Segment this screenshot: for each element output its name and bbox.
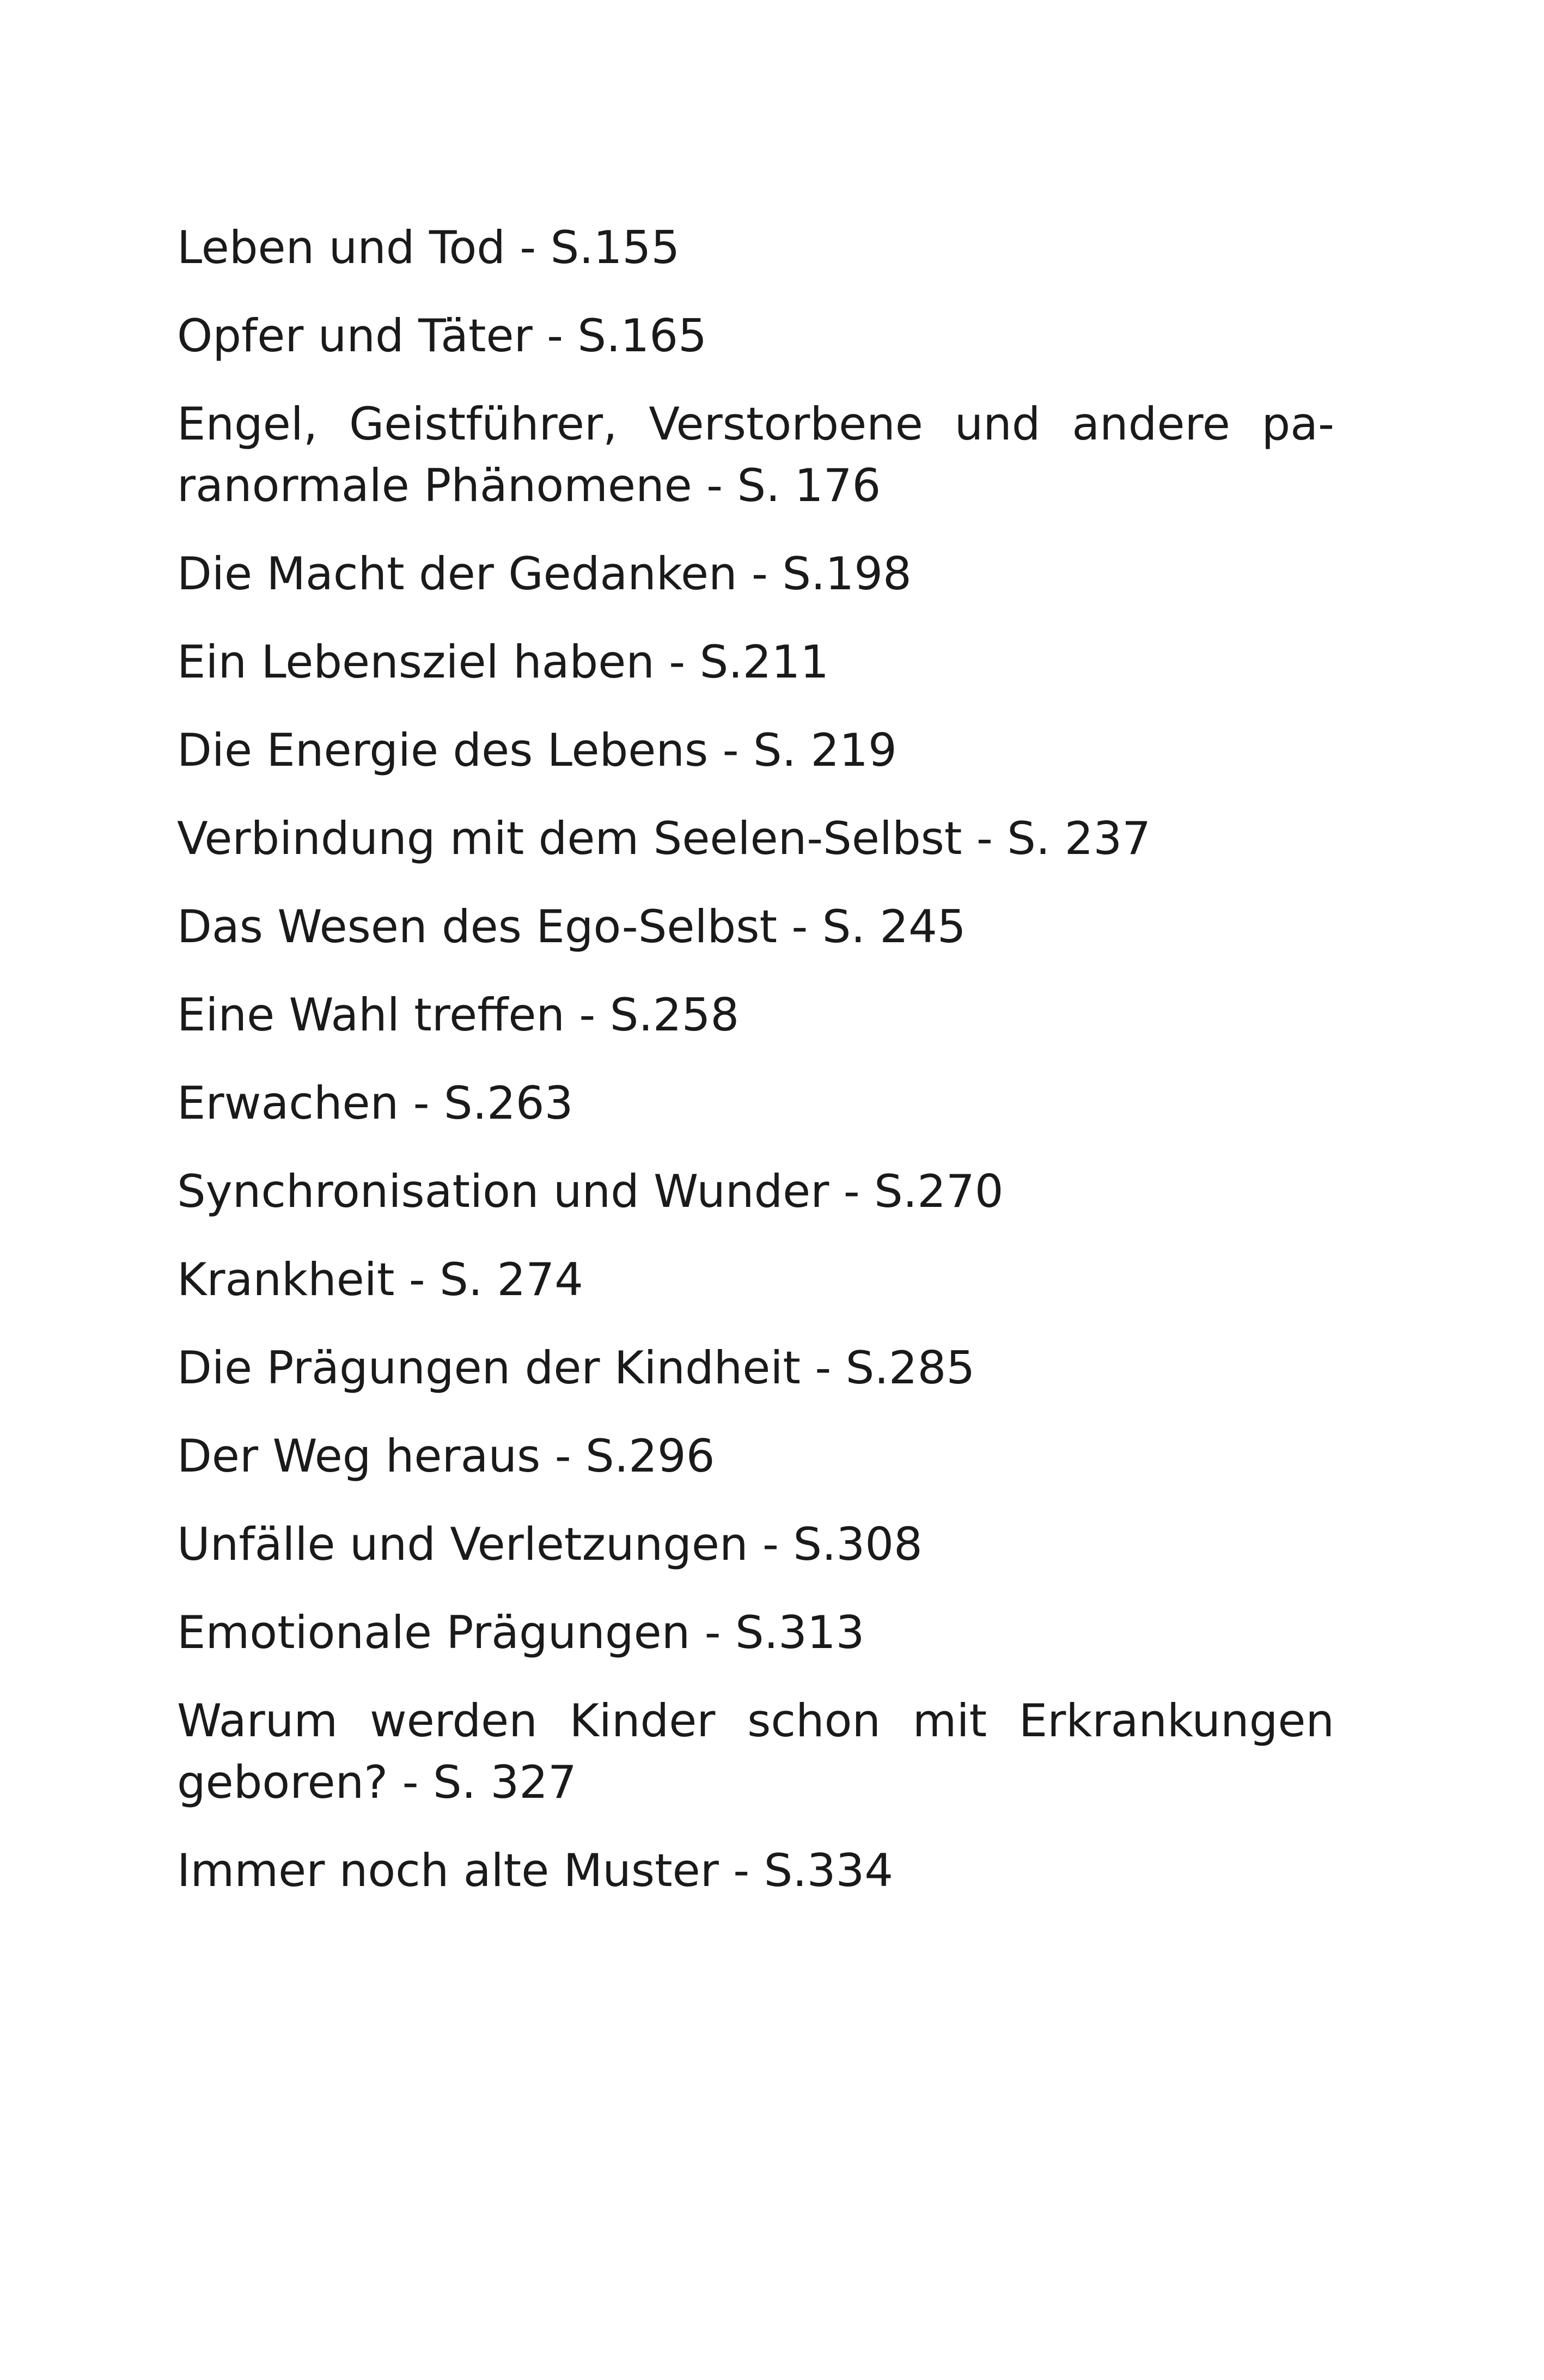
toc-entry: Der Weg heraus - S.296 (177, 1430, 715, 1482)
toc-entry: Opfer und Täter - S.165 (177, 309, 707, 362)
toc-entry: Verbindung mit dem Seelen-Selbst - S. 237 (177, 812, 1151, 865)
toc-entry: Emotionale Prägungen - S.313 (177, 1606, 865, 1659)
toc-entry: Warum werden Kinder schon mit Erkrankungen geboren? - S. 327 (177, 1694, 1334, 1809)
toc-entry: Die Prägungen der Kindheit - S.285 (177, 1341, 975, 1394)
toc-entry: Erwachen - S.263 (177, 1077, 573, 1130)
toc-entry: Krankheit - S. 274 (177, 1253, 583, 1306)
toc-entry: Synchronisation und Wunder - S.270 (177, 1165, 1004, 1218)
toc-entry: Immer noch alte Muster - S.334 (177, 1844, 894, 1897)
toc-entry: Unfälle und Verletzungen - S.308 (177, 1518, 923, 1571)
toc-entry: Das Wesen des Ego-Selbst - S. 245 (177, 900, 966, 953)
toc-entry: Leben und Tod - S.155 (177, 221, 680, 274)
toc-entry: Engel, Geistführer, Verstorbene und andere pa-ranormale Phänomene - S. 176 (177, 398, 1334, 512)
toc-entry: Eine Wahl treffen - S.258 (177, 988, 740, 1041)
toc-entry: Die Energie des Lebens - S. 219 (177, 724, 897, 777)
toc-entry: Ein Lebensziel haben - S.211 (177, 636, 829, 688)
table-of-contents (177, 217, 1334, 1928)
toc-entry: Die Macht der Gedanken - S.198 (177, 547, 912, 600)
